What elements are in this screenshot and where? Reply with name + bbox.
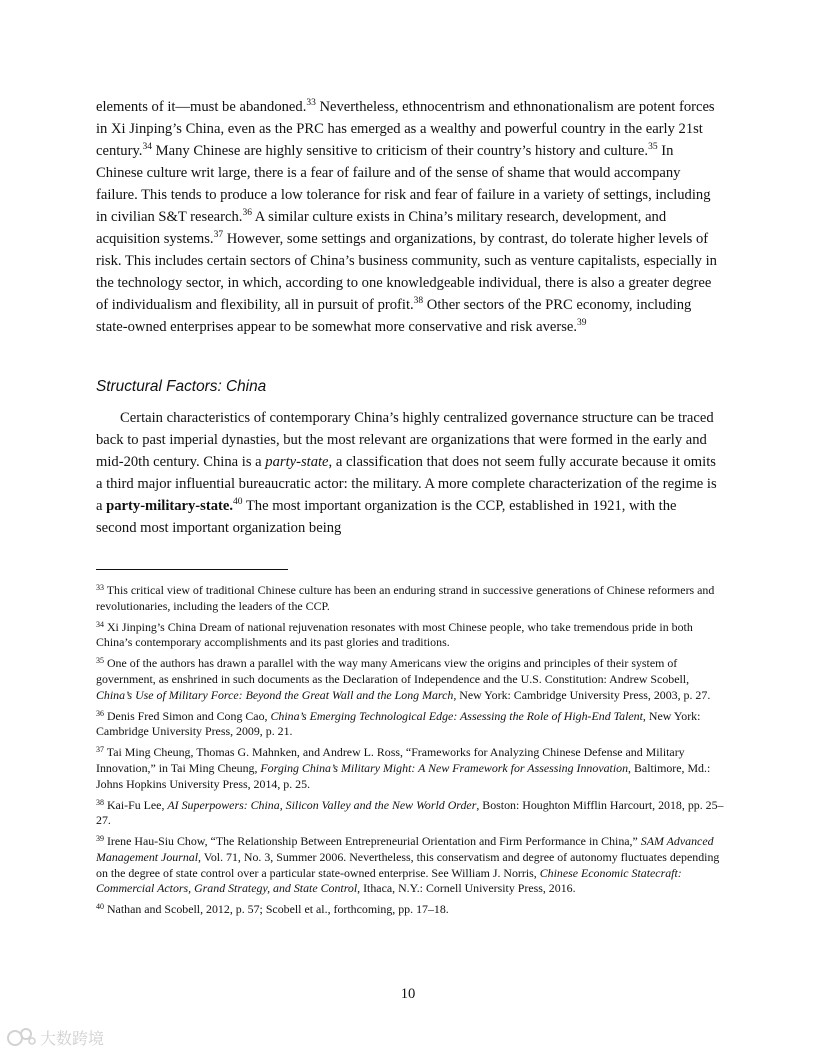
footnote-text: Vol. 71, No. 3, Summer 2006. Nevertheless, this conservatism and degree of autonomy fluctuates depending on the degree of state control over a particular state-owned enterprise. See William J. Norris,	[96, 849, 720, 880]
footnote-text: Xi Jinping’s China Dream of national rejuvenation resonates with most Chinese people, who take tremendous pride in both China’s contemporary accomplishments and its past glories and traditions.	[96, 619, 693, 650]
footnote-40	[96, 902, 724, 918]
footnote-number: 37	[96, 745, 104, 755]
text-run: A similar culture exists in China’s military research, development, and acquisition systems.	[96, 209, 667, 247]
citation-title: Chinese Economic Statecraft: Commercial Actors, Grand Strategy, and State Control	[96, 865, 682, 896]
text-run: elements of it—must be abandoned.	[96, 99, 307, 115]
footnote-number: 35	[96, 656, 104, 666]
footnote-number: 36	[96, 708, 104, 718]
footnote-number: 34	[96, 619, 104, 629]
citation-title: AI Superpowers: China, Silicon Valley and the New World Order	[167, 797, 477, 812]
citation-title: China’s Use of Military Force: Beyond the Great Wall and the Long March,	[96, 687, 457, 702]
footnote-text: One of the authors has drawn a parallel with the way many Americans view the origins and principles of their system of government, as enshrined in such documents as the Declaration of Independence and the U.S. Constitution: Andrew Scobell,	[96, 656, 690, 686]
footnote-text: , Ithaca, N.Y.: Cornell University Press, 2016.	[357, 881, 576, 896]
footnote-text: , New York: Cambridge University Press, 2009, p. 21.	[96, 708, 701, 739]
text-run: Other sectors of the PRC economy, including state-owned enterprises appear to be somewhat more conservative and risk averse.	[96, 297, 692, 335]
footnote-text: Irene Hau-Siu Chow, “The Relationship Between Entrepreneurial Orientation and Firm Performance in China,”	[104, 834, 641, 849]
citation-title: China’s Emerging Technological Edge: Assessing the Role of High-End Talent	[270, 708, 643, 723]
footnote-text: , Baltimore, Md.: Johns Hopkins University Press, 2014, p. 25.	[96, 760, 711, 791]
footnote-ref-40[interactable]: 40	[232, 497, 243, 507]
footnote-text: Kai-Fu Lee,	[104, 797, 168, 812]
footnote-ref-37[interactable]: 37	[213, 230, 224, 240]
footnote-number: 38	[96, 797, 104, 807]
page-number: 10	[400, 986, 416, 1002]
footnote-number: 40	[96, 902, 104, 912]
text-run: , a classification that does not seem fully accurate because it omits a third major influential bureaucratic actor: the military. A more complete characterization of the regime is a	[96, 454, 717, 514]
citation-title: Forging China’s Military Might: A New Framework for Assessing Innovation	[260, 760, 629, 775]
emphasis-party-state: party-state	[265, 454, 329, 470]
footnotes	[96, 583, 724, 923]
footnote-ref-39[interactable]: 39	[577, 318, 587, 328]
footnote-text: Tai Ming Cheung, Thomas G. Mahnken, and Andrew L. Ross, “Frameworks for Analyzing Chinese Defense and Military Innovation,” in Tai Ming Cheung,	[96, 745, 685, 775]
watermark-logo-icon	[6, 1026, 36, 1048]
footnote-37	[96, 745, 724, 792]
footnote-separator	[96, 569, 288, 570]
footnote-ref-34[interactable]: 34	[142, 142, 152, 152]
text-run: In Chinese culture writ large, there is a fear of failure and of the sense of shame that would accompany failure. This tends to produce a low tolerance for risk and fear of failure in a variety of settings, including in civilian S&T research.	[96, 143, 711, 225]
body-paragraph-1	[96, 96, 720, 338]
footnote-text: New York: Cambridge University Press, 2003, p. 27.	[456, 687, 711, 702]
section-heading: Structural Factors: China	[96, 378, 267, 395]
text-run: Many Chinese are highly sensitive to criticism of their country’s history and culture.	[151, 143, 649, 159]
footnote-text: , Boston: Houghton Mifflin Harcourt, 2018, pp. 25–27.	[96, 797, 724, 828]
footnote-number: 33	[96, 583, 104, 592]
footnote-number: 39	[96, 834, 104, 844]
footnote-text: Denis Fred Simon and Cong Cao,	[104, 708, 271, 723]
text-run: Certain characteristics of contemporary China’s highly centralized governance structure can be traced back to past imperial dynasties, but the most relevant are organizations that were formed in the early and mid-20th century. China is a	[96, 410, 714, 470]
watermark	[6, 1024, 104, 1050]
citation-journal: SAM Advanced Management Journal,	[96, 834, 714, 864]
watermark-text: 大数跨境	[40, 1028, 105, 1048]
footnote-ref-35[interactable]: 35	[648, 142, 658, 152]
text-run: The most important organization is the CCP, established in 1921, with the second most important organization being	[96, 498, 677, 536]
footnote-text: This critical view of traditional Chinese culture has been an enduring strand in successive generations of Chinese reformers and revolutionaries, including the leaders of the CCP.	[96, 583, 715, 613]
footnote-39	[96, 834, 724, 896]
footnote-ref-33[interactable]: 33	[306, 98, 316, 108]
text-run: Nevertheless, ethnocentrism and ethnonationalism are potent forces in Xi Jinping’s China, even as the PRC has emerged as a wealthy and powerful country in the early 21st century.	[96, 99, 715, 159]
footnote-33	[96, 583, 724, 614]
body-paragraph-2	[96, 407, 720, 539]
text-run: However, some settings and organizations, by contrast, do tolerate higher levels of risk. This includes certain sectors of China’s business community, such as venture capitalists, especially in the technology sector, in which, according to one knowledgeable individual, there is also a greater degree of individualism and flexibility, all in pursuit of profit.	[96, 231, 717, 313]
bold-party-military-state: party-military-state.	[106, 498, 233, 514]
footnote-text: Nathan and Scobell, 2012, p. 57; Scobell et al., forthcoming, pp. 17–18.	[104, 902, 449, 917]
footnote-35	[96, 656, 724, 703]
footnote-38	[96, 798, 724, 829]
footnote-36	[96, 709, 724, 740]
footnote-ref-38[interactable]: 38	[413, 296, 424, 306]
footnote-ref-36[interactable]: 36	[242, 208, 252, 218]
footnote-34	[96, 620, 724, 651]
